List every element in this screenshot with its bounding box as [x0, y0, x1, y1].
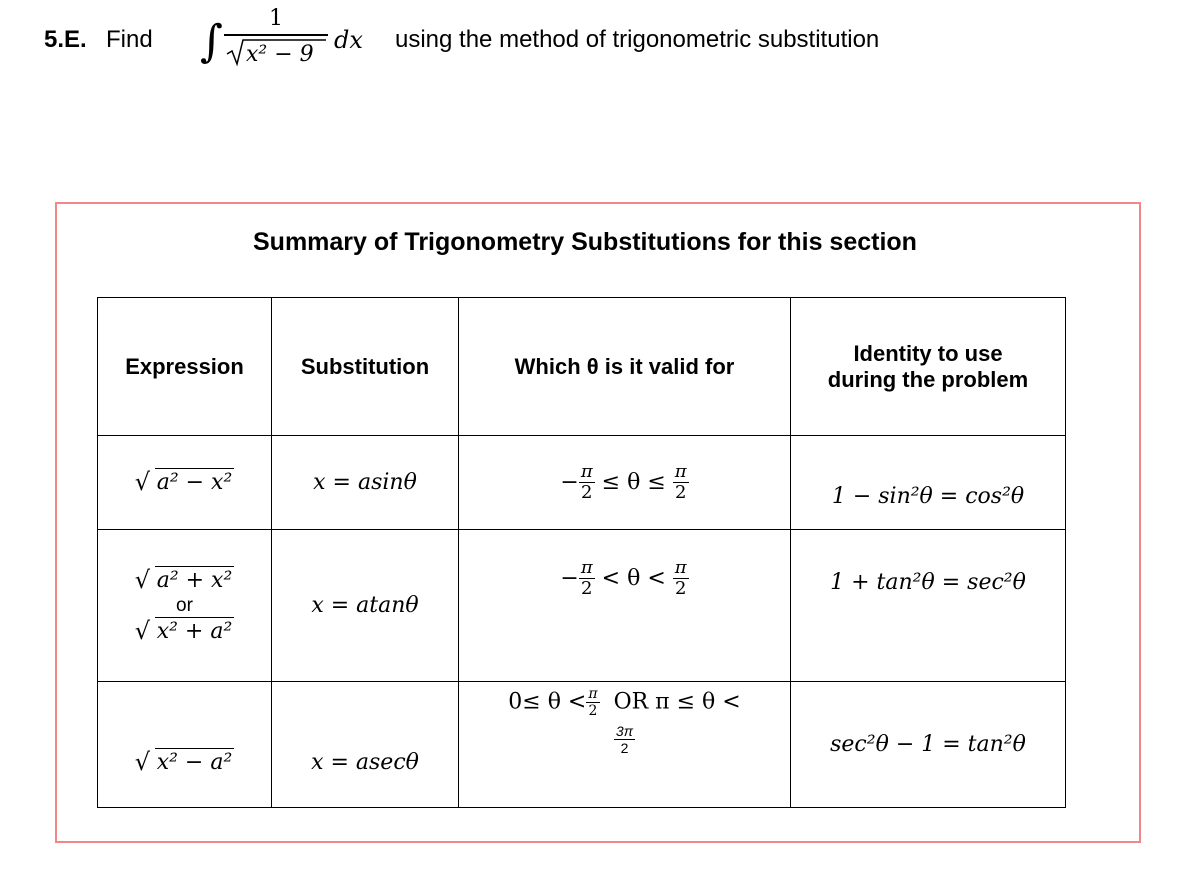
header-identity-line2: during the problem: [827, 366, 1029, 392]
table-row: [98, 436, 1066, 530]
problem-number: 5.E.: [44, 26, 87, 53]
theta-range: − $\frac{\pi}{2}$ ≤ θ ≤ $\frac{\pi}{2}$: [560, 461, 687, 503]
substitution-table: [97, 297, 1066, 808]
expression-cell: [98, 530, 272, 682]
expression-cell: [98, 436, 272, 530]
header-expression: Expression: [98, 298, 272, 436]
three-pi-over-two: $\frac{3\pi}{2}$: [615, 723, 634, 756]
integral-expression: [200, 0, 390, 90]
identity-cell: [791, 682, 1066, 808]
denominator-text: x² − 9: [246, 41, 314, 67]
integral-differential: dx: [334, 26, 363, 54]
integral-fraction: [224, 6, 328, 66]
table-row: [98, 530, 1066, 682]
substitution-formula: x = atanθ: [311, 593, 419, 618]
table-header-row: [98, 298, 1066, 436]
sqrt-expression: √ a² + x²: [134, 565, 233, 594]
header-substitution: Substitution: [272, 298, 459, 436]
substitution-cell: [272, 682, 459, 808]
problem-find-text: Find: [106, 26, 153, 53]
valid-range-cell: [459, 682, 791, 808]
valid-range-cell: [459, 436, 791, 530]
table-row: [98, 682, 1066, 808]
problem-method-text: using the method of trigonometric substitution: [395, 26, 880, 53]
summary-title: Summary of Trigonometry Substitutions for this section: [253, 228, 917, 256]
valid-range-cell: [459, 530, 791, 682]
substitution-formula: x = asinθ: [313, 470, 417, 495]
theta-range: 0≤ θ < $\frac{\pi}{2}$ OR π ≤ θ <: [508, 686, 741, 719]
integral-denominator: [224, 36, 328, 66]
summary-box: [55, 202, 1141, 843]
header-valid-theta: Which θ is it valid for: [459, 298, 791, 436]
integral-sign: ∫: [200, 16, 223, 67]
identity-cell: [791, 436, 1066, 530]
header-identity-line1: Identity to use: [853, 340, 1003, 366]
substitution-cell: [272, 436, 459, 530]
identity-formula: 1 − sin²θ = cos²θ: [831, 484, 1025, 509]
integral-numerator: 1: [269, 6, 283, 31]
expression-cell: [98, 682, 272, 808]
substitution-formula: x = asecθ: [311, 750, 419, 775]
header-identity: [791, 298, 1066, 436]
sqrt-expression: √ x² − a²: [134, 748, 233, 776]
problem-statement: [44, 0, 1144, 90]
identity-formula: 1 + tan²θ = sec²θ: [830, 570, 1026, 595]
substitution-cell: [272, 530, 459, 682]
identity-formula: sec²θ − 1 = tan²θ: [830, 732, 1026, 757]
sqrt-expression-alt: √ x² + a²: [134, 616, 233, 645]
theta-range: − $\frac{\pi}{2}$ < θ < $\frac{\pi}{2}$: [560, 557, 687, 599]
sqrt-expression: √ a² − x²: [134, 468, 233, 496]
identity-cell: [791, 530, 1066, 682]
or-text: or: [176, 594, 193, 616]
